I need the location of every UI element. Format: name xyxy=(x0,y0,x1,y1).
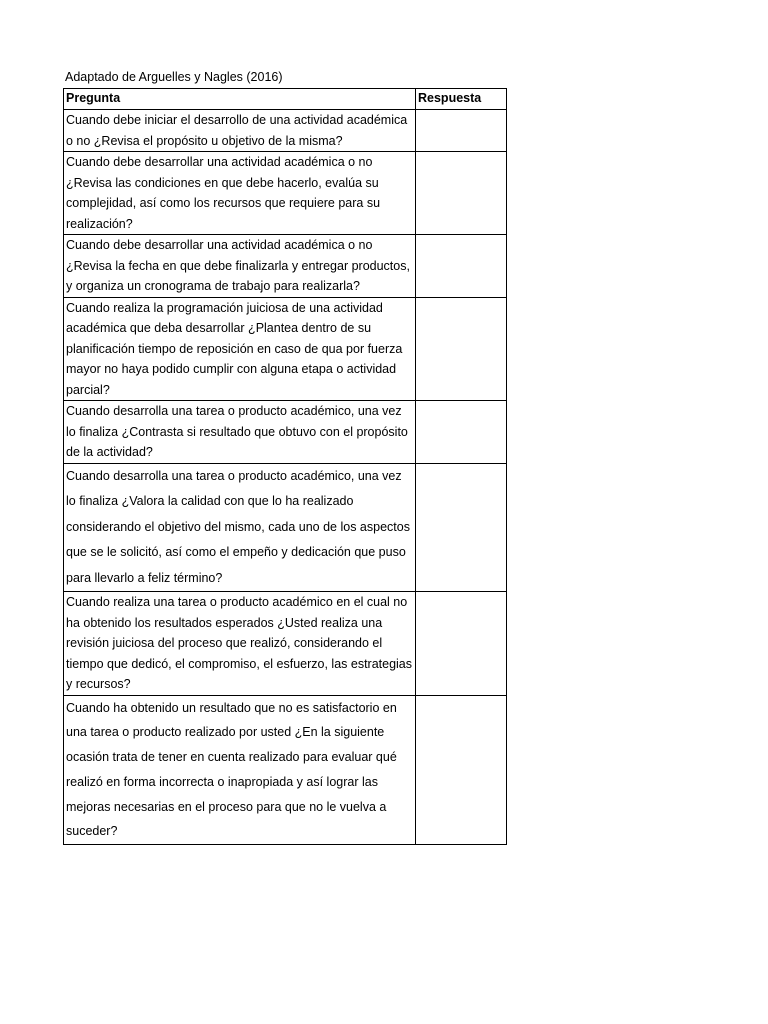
question-cell xyxy=(64,110,416,152)
answer-cell[interactable] xyxy=(416,297,507,401)
questionnaire-table xyxy=(63,88,507,845)
question-text: Cuando realiza una tarea o producto académico en el cual no ha obtenido los resultados esperados ¿Usted realiza una revisión juiciosa del proceso que realizó, considerando el tiempo que dedicó, el compromiso, el esfuerzo, las estrategias y recursos? xyxy=(66,595,413,691)
table-row xyxy=(64,297,507,401)
question-cell xyxy=(64,463,416,592)
question-cell xyxy=(64,695,416,845)
answer-cell[interactable] xyxy=(416,592,507,696)
answer-cell[interactable] xyxy=(416,152,507,235)
column-header-question: Pregunta xyxy=(64,89,416,110)
answer-cell[interactable] xyxy=(416,110,507,152)
answer-cell[interactable] xyxy=(416,401,507,464)
table-row xyxy=(64,592,507,696)
table-row xyxy=(64,152,507,235)
question-cell xyxy=(64,592,416,696)
answer-cell[interactable] xyxy=(416,463,507,592)
question-text: Cuando debe desarrollar una actividad académica o no ¿Revisa las condiciones en que debe hacerlo, evalúa su complejidad, así como los recursos que requiere para su realización? xyxy=(66,155,381,231)
question-text: Cuando debe iniciar el desarrollo de una actividad académica o no ¿Revisa el propósito u objetivo de la misma? xyxy=(66,113,408,148)
question-text: Cuando debe desarrollar una actividad académica o no ¿Revisa la fecha en que debe finalizarla y entregar productos, y organiza un cronograma de trabajo para realizarla? xyxy=(66,238,410,293)
column-header-answer: Respuesta xyxy=(416,89,507,110)
question-text: Cuando desarrolla una tarea o producto académico, una vez lo finaliza ¿Valora la calidad con que lo ha realizado considerando el objetivo del mismo, cada uno de los aspectos que se le solicitó, así como el empeño y dedicación que puso para llevarlo a feliz término? xyxy=(66,468,410,585)
source-note: Adaptado de Arguelles y Nagles (2016) xyxy=(65,70,283,84)
question-cell xyxy=(64,401,416,464)
question-text: Cuando realiza la programación juiciosa de una actividad académica que deba desarrollar ¿Plantea dentro de su planificación tiempo de reposición en caso de qua por fuerza mayor no haya podido cumplir con alguna etapa o actividad parcial? xyxy=(66,300,403,397)
question-cell xyxy=(64,297,416,401)
table-row xyxy=(64,110,507,152)
question-text: Cuando desarrolla una tarea o producto académico, una vez lo finaliza ¿Contrasta si resultado que obtuvo con el propósito de la actividad? xyxy=(66,404,408,459)
answer-cell[interactable] xyxy=(416,695,507,845)
table-row xyxy=(64,235,507,298)
header-row xyxy=(64,89,507,110)
answer-cell[interactable] xyxy=(416,235,507,298)
question-cell xyxy=(64,235,416,298)
question-text: Cuando ha obtenido un resultado que no es satisfactorio en una tarea o producto realizado por usted ¿En la siguiente ocasión trata de tener en cuenta realizado para evaluar qué realizó en forma incorrecta o inapropiada y así lograr las mejoras necesarias en el proceso para que no le vuelva a suceder? xyxy=(66,700,397,839)
question-cell xyxy=(64,152,416,235)
table-row xyxy=(64,695,507,845)
table-row xyxy=(64,401,507,464)
table-row xyxy=(64,463,507,592)
